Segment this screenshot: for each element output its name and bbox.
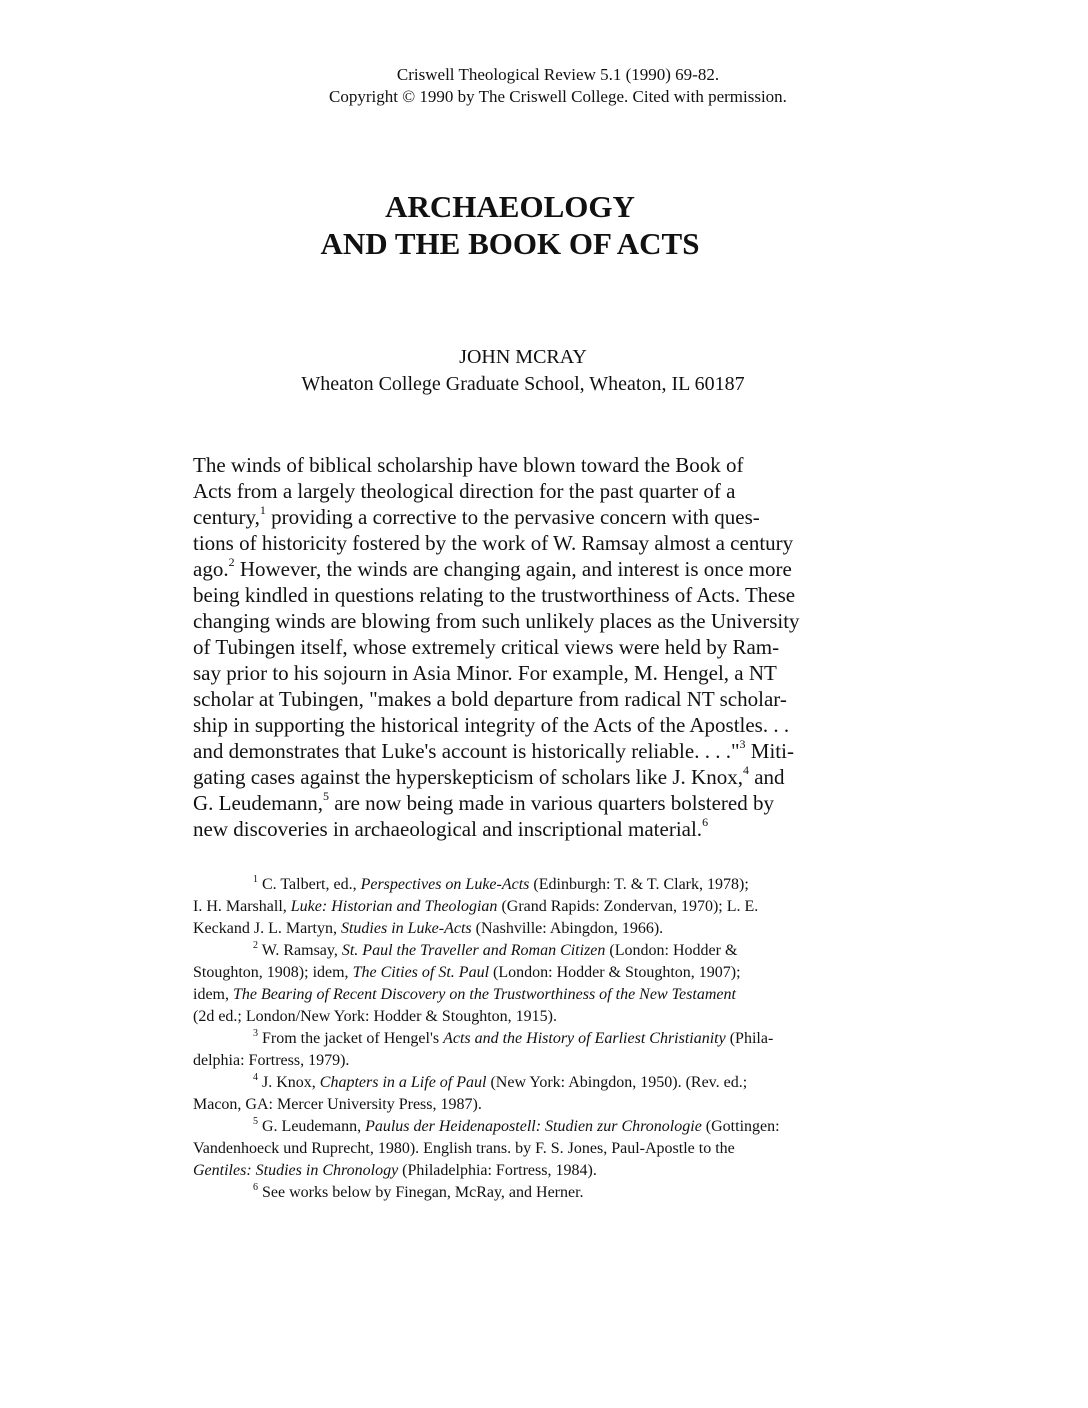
title-line-1: ARCHAEOLOGY: [385, 189, 635, 224]
footnote-1: $^1$ C. Talbert, ed., Perspectives on Luke-Acts (Edinburgh: T. & T. Clark, 1978);: [253, 873, 749, 893]
copyright-line: Copyright © 1990 by The Criswell College. Cited with permission.: [329, 87, 787, 106]
body-line: new discoveries in archaeological and inscriptional material.$^6$: [193, 815, 709, 841]
body-line: G. Leudemann,$^5$ are now being made in various quarters bolstered by: [193, 789, 774, 815]
footnote-2: $^2$ W. Ramsay, St. Paul the Traveller and Roman Citizen (London: Hodder &: [253, 939, 738, 959]
footnote-5: $^5$ G. Leudemann, Paulus der Heidenapostell: Studien zur Chronologie (Gottingen:: [253, 1115, 780, 1135]
footnote-ref[interactable]: 6: [702, 815, 709, 829]
body-line: The winds of biblical scholarship have blown toward the Book of: [193, 453, 744, 477]
citation-header: [0, 64, 1088, 108]
footnote-line: Vandenhoeck und Ruprecht, 1980). English trans. by F. S. Jones, Paul-Apostle to the: [193, 1140, 735, 1157]
body-line: being kindled in questions relating to the trustworthiness of Acts. These: [193, 583, 796, 607]
title-line-2: AND THE BOOK OF ACTS: [320, 226, 700, 261]
footnote-4: $^4$ J. Knox, Chapters in a Life of Paul (New York: Abingdon, 1950). (Rev. ed.;: [253, 1071, 748, 1091]
body-line: tions of historicity fostered by the work of W. Ramsay almost a century: [193, 531, 794, 555]
footnotes-section: [193, 874, 893, 1204]
body-line: ago.$^2$ However, the winds are changing again, and interest is once more: [193, 555, 792, 581]
footnote-6: $^6$ See works below by Finegan, McRay, and Herner.: [253, 1181, 584, 1201]
body-line: say prior to his sojourn in Asia Minor. For example, M. Hengel, a NT: [193, 661, 777, 685]
article-title: [0, 188, 1020, 262]
footnote-line: Macon, GA: Mercer University Press, 1987).: [193, 1096, 482, 1113]
footnote-ref[interactable]: 5: [323, 789, 330, 803]
citation-line: Criswell Theological Review 5.1 (1990) 69-82.: [396, 65, 720, 84]
footnote-line: idem, The Bearing of Recent Discovery on the Trustworthiness of the New Testament: [193, 986, 736, 1003]
footnote-line: I. H. Marshall, Luke: Historian and Theologian (Grand Rapids: Zondervan, 1970); L. E.: [193, 898, 759, 915]
footnote-line: delphia: Fortress, 1979).: [193, 1052, 350, 1069]
footnote-ref[interactable]: 2: [228, 555, 235, 569]
author-affiliation: Wheaton College Graduate School, Wheaton, IL 60187: [301, 373, 745, 395]
body-line: gating cases against the hyperskepticism of scholars like J. Knox,$^4$ and: [193, 763, 785, 789]
footnote-ref[interactable]: 3: [739, 737, 746, 751]
body-line: of Tubingen itself, whose extremely critical views were held by Ram-: [193, 635, 780, 659]
body-line: and demonstrates that Luke's account is historically reliable. . . ."$^3$ Miti-: [193, 737, 794, 763]
body-line: scholar at Tubingen, "makes a bold departure from radical NT scholar-: [193, 687, 787, 711]
footnote-line: Stoughton, 1908); idem, The Cities of St. Paul (London: Hodder & Stoughton, 1907);: [193, 964, 741, 981]
body-line: ship in supporting the historical integrity of the Acts of the Apostles. . .: [193, 713, 790, 737]
body-paragraph: [193, 452, 873, 842]
footnote-ref[interactable]: 1: [259, 503, 266, 517]
author-block: [0, 344, 1046, 398]
footnote-line: Gentiles: Studies in Chronology (Philadelphia: Fortress, 1984).: [193, 1162, 597, 1179]
footnote-line: Keckand J. L. Martyn, Studies in Luke-Acts (Nashville: Abingdon, 1966).: [193, 920, 664, 937]
footnote-ref[interactable]: 4: [742, 763, 749, 777]
body-line: Acts from a largely theological direction for the past quarter of a: [193, 479, 736, 503]
author-name: JOHN MCRAY: [459, 346, 587, 368]
footnote-3: $^3$ From the jacket of Hengel's Acts and the History of Earliest Christianity (Phila-: [253, 1027, 774, 1047]
body-line: changing winds are blowing from such unlikely places as the University: [193, 609, 800, 633]
body-line: century,$^1$ providing a corrective to the pervasive concern with ques-: [193, 503, 760, 529]
footnote-line: (2d ed.; London/New York: Hodder & Stoughton, 1915).: [193, 1008, 557, 1025]
